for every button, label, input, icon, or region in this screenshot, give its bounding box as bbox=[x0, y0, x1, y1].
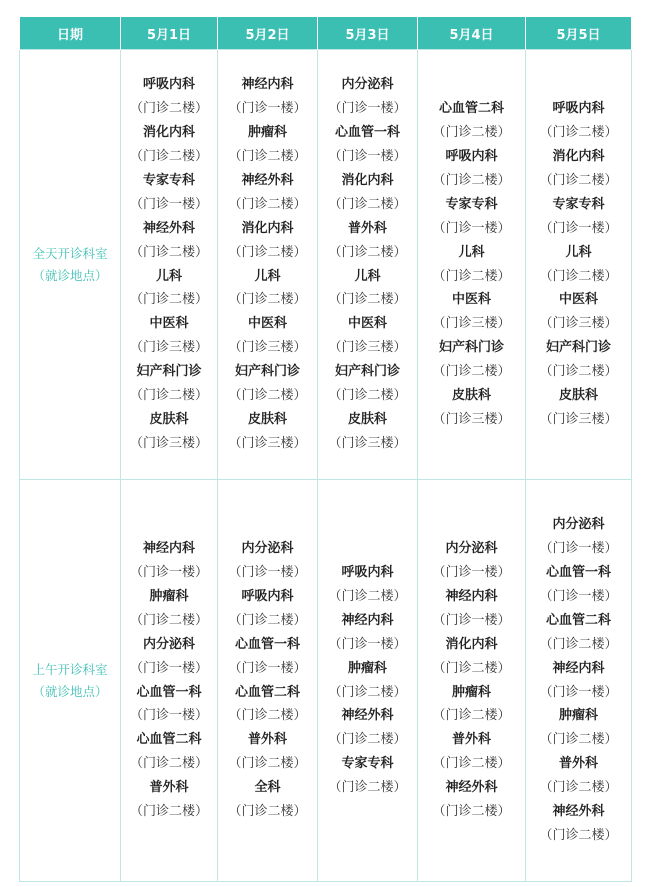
department-location: （门诊二楼） bbox=[228, 612, 307, 628]
department-location: （门诊二楼） bbox=[432, 708, 511, 724]
department-location: （门诊二楼） bbox=[539, 268, 618, 284]
day-cell bbox=[318, 480, 418, 882]
department-name: 普外科 bbox=[247, 732, 287, 748]
department-location: （门诊二楼） bbox=[539, 636, 618, 652]
row-label-title: 上午开诊科室 bbox=[32, 661, 108, 677]
department-location: （门诊二楼） bbox=[432, 364, 511, 380]
department-name: 妇产科门诊 bbox=[136, 364, 202, 380]
department-location: （门诊一楼） bbox=[129, 196, 208, 212]
department-name: 肿瘤科 bbox=[247, 125, 287, 141]
department-name: 中医科 bbox=[558, 292, 598, 308]
day-cell bbox=[526, 50, 632, 480]
department-location: （门诊二楼） bbox=[432, 756, 511, 772]
department-name: 消化内科 bbox=[142, 125, 195, 141]
day-cell bbox=[418, 480, 526, 882]
department-name: 消化内科 bbox=[341, 172, 394, 188]
department-name: 专家专科 bbox=[552, 196, 605, 212]
department-location: （门诊一楼） bbox=[129, 660, 208, 676]
department-name: 皮肤科 bbox=[149, 411, 189, 427]
department-name: 心血管一科 bbox=[545, 564, 611, 580]
department-location: （门诊一楼） bbox=[539, 588, 618, 604]
department-name: 专家专科 bbox=[142, 172, 195, 188]
department-name: 妇产科门诊 bbox=[234, 364, 300, 380]
department-location: （门诊二楼） bbox=[328, 388, 407, 404]
clinic-schedule-table bbox=[19, 17, 632, 882]
department-name: 皮肤科 bbox=[558, 388, 598, 404]
department-name: 心血管二科 bbox=[438, 101, 504, 117]
department-name: 内分泌科 bbox=[241, 541, 294, 557]
department-location: （门诊三楼） bbox=[432, 411, 511, 427]
header-date-label: 日期 bbox=[20, 17, 121, 50]
department-name: 呼吸内科 bbox=[142, 77, 195, 93]
department-location: （门诊一楼） bbox=[328, 101, 407, 117]
day-cell bbox=[318, 50, 418, 480]
department-name: 神经内科 bbox=[341, 612, 394, 628]
department-location: （门诊三楼） bbox=[328, 435, 407, 451]
department-name: 妇产科门诊 bbox=[438, 340, 504, 356]
department-name: 消化内科 bbox=[445, 636, 498, 652]
day-cell bbox=[121, 50, 218, 480]
department-name: 心血管一科 bbox=[136, 684, 202, 700]
department-name: 消化内科 bbox=[552, 148, 605, 164]
department-name: 肿瘤科 bbox=[451, 684, 491, 700]
department-location: （门诊一楼） bbox=[129, 564, 208, 580]
department-location: （门诊二楼） bbox=[432, 172, 511, 188]
department-name: 全科 bbox=[254, 780, 281, 796]
department-location: （门诊二楼） bbox=[539, 732, 618, 748]
department-location: （门诊一楼） bbox=[328, 636, 407, 652]
department-name: 儿科 bbox=[254, 268, 281, 284]
department-location: （门诊二楼） bbox=[328, 684, 407, 700]
department-name: 内分泌科 bbox=[445, 541, 498, 557]
department-name: 中医科 bbox=[247, 316, 287, 332]
department-name: 神经外科 bbox=[341, 708, 394, 724]
department-name: 心血管一科 bbox=[234, 636, 300, 652]
department-location: （门诊一楼） bbox=[328, 148, 407, 164]
department-name: 肿瘤科 bbox=[558, 708, 598, 724]
row-label-location: （就诊地点） bbox=[32, 267, 108, 283]
department-name: 儿科 bbox=[565, 244, 592, 260]
department-name: 普外科 bbox=[347, 220, 387, 236]
department-name: 中医科 bbox=[149, 316, 189, 332]
department-name: 心血管二科 bbox=[136, 732, 202, 748]
department-name: 呼吸内科 bbox=[341, 564, 394, 580]
department-location: （门诊二楼） bbox=[539, 827, 618, 843]
department-location: （门诊三楼） bbox=[129, 435, 208, 451]
department-name: 普外科 bbox=[149, 780, 189, 796]
department-name: 内分泌科 bbox=[552, 517, 605, 533]
department-name: 专家专科 bbox=[445, 196, 498, 212]
department-location: （门诊二楼） bbox=[228, 708, 307, 724]
department-location: （门诊一楼） bbox=[129, 708, 208, 724]
department-name: 儿科 bbox=[354, 268, 381, 284]
department-location: （门诊二楼） bbox=[328, 244, 407, 260]
department-name: 普外科 bbox=[451, 732, 491, 748]
department-location: （门诊三楼） bbox=[328, 340, 407, 356]
department-location: （门诊一楼） bbox=[432, 612, 511, 628]
department-location: （门诊二楼） bbox=[228, 196, 307, 212]
row-label bbox=[20, 480, 121, 882]
department-location: （门诊二楼） bbox=[228, 804, 307, 820]
header-day: 5月1日 bbox=[121, 17, 218, 50]
department-name: 妇产科门诊 bbox=[545, 340, 611, 356]
department-name: 心血管二科 bbox=[545, 612, 611, 628]
department-location: （门诊二楼） bbox=[328, 780, 407, 796]
department-location: （门诊二楼） bbox=[228, 756, 307, 772]
header-day: 5月5日 bbox=[526, 17, 632, 50]
department-location: （门诊二楼） bbox=[129, 612, 208, 628]
department-name: 神经外科 bbox=[142, 220, 195, 236]
department-name: 神经内科 bbox=[445, 588, 498, 604]
header-day: 5月4日 bbox=[418, 17, 526, 50]
department-name: 呼吸内科 bbox=[445, 148, 498, 164]
department-name: 肿瘤科 bbox=[149, 588, 189, 604]
department-name: 肿瘤科 bbox=[347, 660, 387, 676]
department-name: 儿科 bbox=[458, 244, 485, 260]
department-name: 神经内科 bbox=[241, 77, 294, 93]
department-name: 心血管二科 bbox=[234, 684, 300, 700]
department-name: 消化内科 bbox=[241, 220, 294, 236]
day-cell bbox=[218, 480, 318, 882]
day-cell bbox=[526, 480, 632, 882]
department-location: （门诊二楼） bbox=[432, 268, 511, 284]
department-location: （门诊二楼） bbox=[328, 732, 407, 748]
department-location: （门诊二楼） bbox=[129, 804, 208, 820]
department-location: （门诊一楼） bbox=[539, 541, 618, 557]
department-name: 呼吸内科 bbox=[552, 101, 605, 117]
department-location: （门诊三楼） bbox=[432, 316, 511, 332]
department-location: （门诊二楼） bbox=[129, 148, 208, 164]
department-location: （门诊二楼） bbox=[539, 780, 618, 796]
department-location: （门诊二楼） bbox=[328, 588, 407, 604]
department-location: （门诊三楼） bbox=[539, 316, 618, 332]
department-location: （门诊一楼） bbox=[228, 101, 307, 117]
department-name: 神经外科 bbox=[445, 780, 498, 796]
department-name: 皮肤科 bbox=[247, 411, 287, 427]
day-cell bbox=[218, 50, 318, 480]
department-location: （门诊二楼） bbox=[432, 660, 511, 676]
full-day-row bbox=[20, 50, 632, 480]
department-name: 神经内科 bbox=[552, 660, 605, 676]
department-name: 中医科 bbox=[347, 316, 387, 332]
day-cell bbox=[121, 480, 218, 882]
department-name: 呼吸内科 bbox=[241, 588, 294, 604]
department-location: （门诊一楼） bbox=[539, 220, 618, 236]
department-location: （门诊一楼） bbox=[228, 660, 307, 676]
row-label-location: （就诊地点） bbox=[32, 683, 108, 699]
day-cell bbox=[418, 50, 526, 480]
department-location: （门诊二楼） bbox=[129, 756, 208, 772]
department-name: 内分泌科 bbox=[142, 636, 195, 652]
header-day: 5月2日 bbox=[218, 17, 318, 50]
department-name: 神经内科 bbox=[142, 541, 195, 557]
department-location: （门诊二楼） bbox=[432, 125, 511, 141]
department-name: 中医科 bbox=[451, 292, 491, 308]
department-location: （门诊二楼） bbox=[432, 804, 511, 820]
header-row bbox=[20, 17, 632, 50]
department-location: （门诊二楼） bbox=[129, 244, 208, 260]
department-name: 神经外科 bbox=[552, 804, 605, 820]
row-label bbox=[20, 50, 121, 480]
department-name: 普外科 bbox=[558, 756, 598, 772]
header-day: 5月3日 bbox=[318, 17, 418, 50]
department-location: （门诊一楼） bbox=[539, 684, 618, 700]
department-name: 皮肤科 bbox=[451, 388, 491, 404]
department-location: （门诊二楼） bbox=[228, 388, 307, 404]
department-location: （门诊二楼） bbox=[328, 292, 407, 308]
department-name: 儿科 bbox=[155, 268, 182, 284]
morning-row bbox=[20, 480, 632, 882]
department-location: （门诊二楼） bbox=[129, 388, 208, 404]
department-name: 神经外科 bbox=[241, 172, 294, 188]
department-location: （门诊二楼） bbox=[228, 148, 307, 164]
department-location: （门诊一楼） bbox=[432, 564, 511, 580]
department-location: （门诊二楼） bbox=[328, 196, 407, 212]
department-name: 皮肤科 bbox=[347, 411, 387, 427]
department-location: （门诊二楼） bbox=[228, 244, 307, 260]
department-location: （门诊三楼） bbox=[228, 435, 307, 451]
row-label-title: 全天开诊科室 bbox=[32, 245, 108, 261]
department-location: （门诊三楼） bbox=[539, 411, 618, 427]
department-location: （门诊二楼） bbox=[228, 292, 307, 308]
department-location: （门诊三楼） bbox=[228, 340, 307, 356]
department-name: 妇产科门诊 bbox=[334, 364, 400, 380]
department-name: 心血管一科 bbox=[334, 125, 400, 141]
department-location: （门诊三楼） bbox=[129, 340, 208, 356]
department-name: 专家专科 bbox=[341, 756, 394, 772]
department-location: （门诊一楼） bbox=[432, 220, 511, 236]
department-name: 内分泌科 bbox=[341, 77, 394, 93]
department-location: （门诊二楼） bbox=[539, 364, 618, 380]
department-location: （门诊一楼） bbox=[228, 564, 307, 580]
department-location: （门诊二楼） bbox=[129, 101, 208, 117]
department-location: （门诊二楼） bbox=[539, 172, 618, 188]
department-location: （门诊二楼） bbox=[129, 292, 208, 308]
department-location: （门诊二楼） bbox=[539, 125, 618, 141]
